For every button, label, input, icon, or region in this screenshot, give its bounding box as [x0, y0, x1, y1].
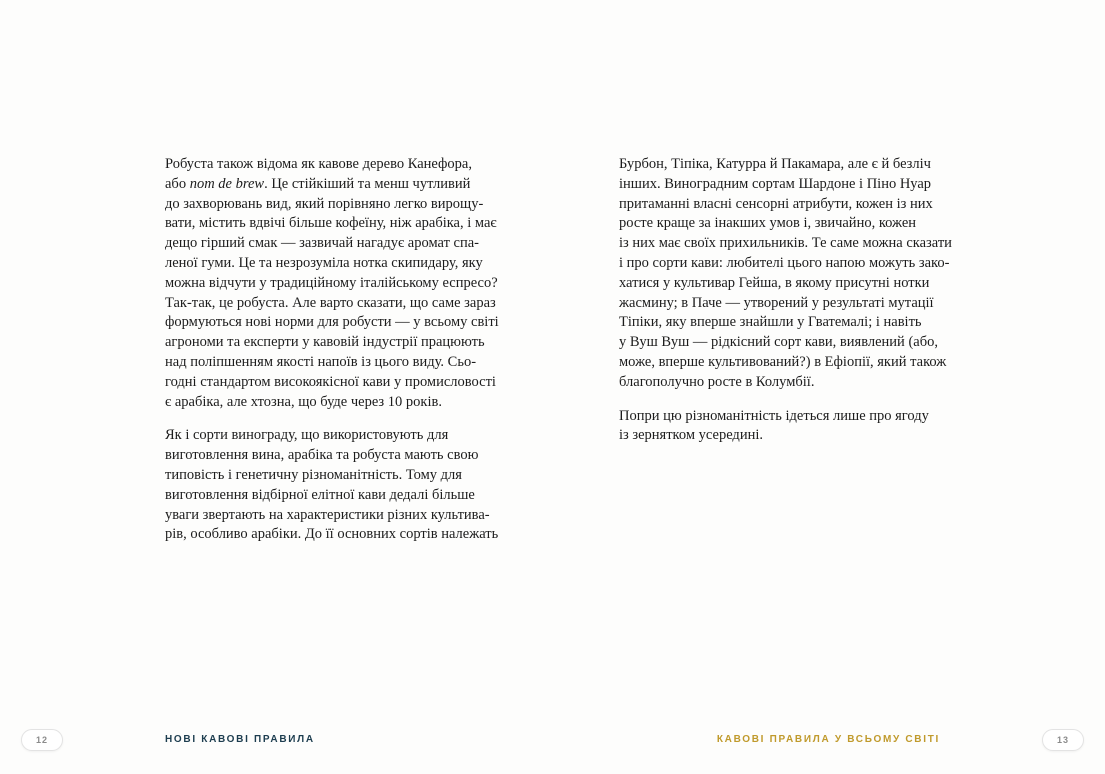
text-line: Так-так, це робуста. Але варто сказати, що саме зараз — [165, 294, 496, 311]
text-line: до захворювань вид, який порівняно легко вирощу- — [165, 195, 484, 212]
text-line: із них має своїх прихильників. Те саме можна сказати — [619, 235, 952, 252]
text-line: інших. Виноградним сортам Шардоне і Піно Нуар — [619, 175, 932, 192]
text-line: виготовлення вина, арабіка та робуста мають свою — [165, 447, 479, 464]
right-paragraph-1 — [619, 155, 964, 393]
text-line: леної гуми. Це та незрозуміла нотка скипидару, яку — [165, 254, 483, 271]
right-page-text-column — [619, 155, 964, 460]
text-line: хатися у культивар Гейша, в якому присутні нотки — [619, 274, 930, 291]
text-segment: . Це стійкіший та менш чутливий — [264, 175, 471, 192]
left-paragraph-1 — [165, 155, 510, 412]
right-paragraph-2 — [619, 407, 964, 447]
left-page-number: 12 — [35, 735, 48, 745]
left-page-text-column — [165, 155, 510, 559]
italic-phrase: nom de brew — [189, 175, 265, 192]
text-line: формуються нові норми для робусти — у всьому світі — [165, 314, 499, 331]
text-line: може, вперше культивований?) в Ефіопії, який також — [619, 353, 947, 370]
text-line: над поліпшенням якості напоїв із цього виду. Сьо- — [165, 353, 477, 370]
right-running-title: КАВОВІ ПРАВИЛА У ВСЬОМУ СВІТІ — [716, 734, 940, 745]
right-page-number-badge — [1042, 729, 1084, 751]
left-running-title: НОВІ КАВОВІ ПРАВИЛА — [165, 734, 315, 745]
text-line: росте краще за інакших умов і, звичайно, кожен — [619, 215, 917, 232]
text-line: вати, містить вдвічі більше кофеїну, ніж арабіка, і має — [165, 215, 497, 232]
text-line: годні стандартом високоякісної кави у промисловості — [165, 373, 496, 390]
text-line: є арабіка, але хтозна, що буде через 10 років. — [165, 393, 442, 410]
text-line: Попри цю різноманітність ідеться лише про ягоду — [619, 407, 929, 424]
left-page-number-badge — [21, 729, 63, 751]
text-line: дещо гірший смак — зазвичай нагадує аромат спа- — [165, 235, 480, 252]
text-segment: або — [165, 175, 190, 192]
text-line: рів, особливо арабіки. До її основних сортів належать — [165, 526, 499, 543]
right-page-number: 13 — [1056, 735, 1069, 745]
text-line: із зернятком усередині. — [619, 427, 763, 444]
text-line: Як і сорти винограду, що використовують для — [165, 427, 449, 444]
text-lines — [165, 426, 510, 545]
text-line: благополучно росте в Колумбії. — [619, 373, 815, 390]
text-line: агрономи та експерти у кавовій індустрії працюють — [165, 334, 485, 351]
text-line: Тіпіки, яку вперше знайшли у Гватемалі; і навіть — [619, 314, 922, 331]
text-line: у Вуш Вуш — рідкісний сорт кави, виявлений (або, — [619, 334, 938, 351]
text-line-with-italic — [165, 175, 510, 195]
text-line: Бурбон, Тіпіка, Катурра й Пакамара, але є й безліч — [619, 156, 931, 172]
text-line: типовість і генетичну різноманітність. Тому для — [165, 466, 462, 483]
text-line: жасмину; в Паче — утворений у результаті мутації — [619, 294, 934, 311]
text-line: і про сорти кави: любителі цього напою можуть зако- — [619, 254, 950, 271]
text-line: уваги звертають на характеристики різних культива- — [165, 506, 490, 523]
text-line: можна відчути у традиційному італійському еспресо? — [165, 274, 498, 291]
text-lines — [165, 195, 510, 413]
text-line: виготовлення відбірної елітної кави дедалі більше — [165, 486, 475, 503]
text-lines — [619, 155, 964, 393]
left-paragraph-2 — [165, 426, 510, 545]
text-line: притаманні власні сенсорні атрибути, кожен із них — [619, 195, 933, 212]
text-lines — [619, 407, 964, 447]
text-line: Робуста також відома як кавове дерево Канефора, — [165, 156, 472, 172]
